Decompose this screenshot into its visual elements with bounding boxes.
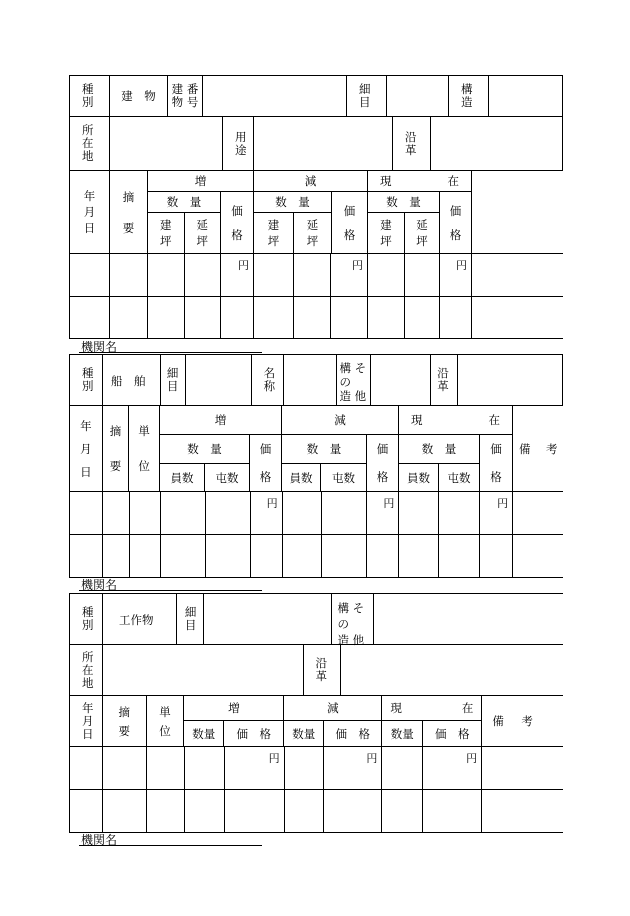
decrease-qty-cell[interactable] [285,790,325,832]
summary-cell[interactable] [103,535,130,577]
increase-total-floor-cell[interactable] [185,297,221,338]
kind-label: 種 別 [70,355,103,405]
current-price-label: 価 格 [490,442,502,484]
decrease-price-cell[interactable] [324,747,382,789]
current-qty-cell[interactable] [382,790,423,832]
structure-etc-field[interactable] [374,594,563,644]
table-row [70,492,563,535]
current-price-cell[interactable] [480,492,513,534]
decrease-total-floor-cell[interactable] [294,254,331,296]
increase-label: 増 [184,696,283,721]
current-label-right: 在 [447,174,459,188]
decrease-price-cell[interactable] [331,254,368,296]
building-number-label: 建 番 物 号 [168,76,203,116]
structure-etc-label: 構 そ の 造 他 [332,594,375,644]
yen-unit: 円 [497,497,509,510]
increase-tonnage-cell[interactable] [206,535,251,577]
current-tonnage-label: 屯数 [447,470,471,485]
decrease-price-label: 価 格 [343,203,356,242]
current-members-label: 員数 [399,464,439,491]
detail-label: 細 目 [161,355,186,405]
history-label: 沿 革 [393,117,431,170]
decrease-price-cell[interactable] [367,535,399,577]
date-cell[interactable] [70,492,103,534]
increase-qty-cell[interactable] [185,747,225,789]
date-label: 年 月 日 [70,696,103,746]
increase-members-cell[interactable] [161,492,206,534]
kind-label: 種 別 [70,76,110,116]
remarks-cell[interactable] [513,492,563,534]
decrease-total-floor-cell[interactable] [294,297,331,338]
kind-value: 建 物 [110,76,168,116]
increase-group [184,696,284,746]
detail-field[interactable] [387,76,449,116]
yen-unit: 円 [466,752,478,765]
increase-price-cell[interactable] [225,747,285,789]
agency-name-line[interactable] [79,352,262,353]
increase-price-label: 価 格 [236,726,271,741]
current-label-left: 現 [390,701,402,715]
location-field[interactable] [110,117,223,170]
summary-cell[interactable] [110,254,148,296]
current-total-floor-cell[interactable] [405,297,440,338]
remarks-label [513,406,563,491]
agency-name-line[interactable] [79,590,262,591]
current-floor-cell[interactable] [368,254,405,296]
detail-field[interactable] [204,594,332,644]
building-number-field[interactable] [203,76,347,116]
yen-unit: 円 [352,259,363,272]
current-price-cell[interactable] [480,535,513,577]
unit-label: 単 位 [129,406,160,491]
increase-floor-cell[interactable] [148,297,185,338]
structure-etc-label: 構 そ の 造 他 [337,355,371,405]
summary-cell[interactable] [103,492,130,534]
table-row [70,297,563,339]
history-label: 沿 革 [431,355,458,405]
increase-label: 増 [160,406,281,435]
increase-price-cell[interactable] [225,790,285,832]
kind-value: 工作物 [103,594,177,644]
current-members-cell[interactable] [399,492,439,534]
date-cell[interactable] [70,535,103,577]
decrease-floor-cell[interactable] [254,297,294,338]
agency-name-label: 機関名 [81,340,118,354]
name-field[interactable] [284,355,338,405]
increase-total-floor-cell[interactable] [185,254,221,296]
summary-label: 摘 要 [103,406,130,491]
date-label: 年 月 日 [70,406,103,491]
decrease-tonnage-cell[interactable] [322,492,368,534]
unit-cell[interactable] [147,790,185,832]
kind-value: 船 舶 [103,355,161,405]
structure-form [69,593,563,847]
decrease-members-label: 員数 [282,464,321,491]
current-label-left: 現 [411,413,423,427]
summary-cell[interactable] [103,790,147,832]
increase-tonnage-label: 屯数 [215,470,239,485]
decrease-price-label: 価 格 [335,726,370,741]
current-group [382,696,482,746]
decrease-price-cell[interactable] [367,492,399,534]
current-quantity-label: 数 量 [368,192,439,213]
remarks-cell[interactable] [482,790,563,832]
decrease-total-floor-label: 延 坪 [306,218,319,248]
current-label-left: 現 [380,174,392,188]
increase-price-cell[interactable] [251,535,283,577]
table-row [70,790,563,833]
summary-cell[interactable] [103,747,147,789]
summary-label: 摘 要 [103,696,147,746]
decrease-qty-label: 数量 [284,721,324,746]
current-group [368,171,472,253]
decrease-label: 減 [284,696,381,721]
remarks-text: 備 考 [519,441,560,456]
remarks-cell[interactable] [513,535,563,577]
current-qty-cell[interactable] [382,747,423,789]
yen-unit: 円 [266,497,278,510]
date-cell[interactable] [70,790,103,832]
remarks-cell[interactable] [482,747,563,789]
remarks-label [482,696,563,746]
blank-cell[interactable] [472,297,562,338]
decrease-price-cell[interactable] [331,297,368,338]
current-members-cell[interactable] [399,535,439,577]
increase-price-cell[interactable] [221,297,254,338]
current-label-right: 在 [488,413,500,427]
current-tonnage-cell[interactable] [439,492,480,534]
yen-unit: 円 [383,497,395,510]
increase-quantity-label: 数 量 [148,192,220,213]
unit-label: 単 位 [147,696,185,746]
increase-group [148,171,254,253]
detail-label: 細 目 [347,76,387,116]
table-row [70,254,563,297]
table-row [70,747,563,790]
decrease-price-label: 価 格 [376,442,389,484]
increase-floor-cell[interactable] [148,254,185,296]
increase-floor-label: 建 坪 [148,213,185,253]
remarks-text: 備 考 [492,714,536,728]
decrease-quantity-label: 数 量 [254,192,331,213]
ship-form [69,354,563,592]
increase-members-label: 員数 [160,464,205,491]
structure-field[interactable] [489,76,563,116]
decrease-group [282,406,399,491]
history-label: 沿 革 [304,645,342,695]
increase-total-floor-label: 延 坪 [196,218,208,248]
increase-members-cell[interactable] [161,535,206,577]
history-field[interactable] [458,355,563,405]
current-group [399,406,513,491]
decrease-members-cell[interactable] [283,535,322,577]
decrease-floor-label: 建 坪 [254,213,294,253]
unit-cell[interactable] [130,492,161,534]
decrease-group [284,696,382,746]
current-qty-label: 数量 [382,721,423,746]
unit-cell[interactable] [130,535,161,577]
kind-label: 種 別 [70,594,103,644]
usage-label: 用 途 [223,117,254,170]
decrease-tonnage-cell[interactable] [322,535,368,577]
decrease-price-cell[interactable] [324,790,382,832]
current-floor-cell[interactable] [368,297,405,338]
current-tonnage-cell[interactable] [439,535,480,577]
decrease-label: 減 [254,171,367,192]
detail-label: 細 目 [177,594,204,644]
yen-unit: 円 [456,259,467,272]
location-label: 所 在 地 [70,645,103,695]
date-cell[interactable] [70,254,110,296]
current-total-floor-label: 延 坪 [416,218,428,248]
building-table [69,75,563,339]
agency-name-label: 機関名 [81,833,118,847]
increase-price-cell[interactable] [221,254,254,296]
structure-label: 構 造 [449,76,489,116]
date-label: 年 月 日 [70,171,110,253]
detail-field[interactable] [186,355,252,405]
blank-column-header [472,171,562,253]
increase-group [160,406,282,491]
increase-price-label: 価 格 [231,203,243,242]
increase-qty-cell[interactable] [185,790,225,832]
building-form [69,75,563,354]
current-price-cell[interactable] [440,297,472,338]
structure-etc-field[interactable] [371,355,431,405]
summary-label: 摘 要 [110,171,148,253]
current-price-cell[interactable] [423,747,482,789]
current-price-label: 価 格 [449,203,462,242]
date-cell[interactable] [70,747,103,789]
current-floor-label: 建 坪 [368,213,405,253]
decrease-label: 減 [282,406,398,435]
name-label: 名 称 [252,355,284,405]
table-row [70,535,563,578]
current-quantity-label: 数 量 [399,435,479,464]
decrease-tonnage-label: 屯数 [332,470,355,485]
current-price-cell[interactable] [423,790,482,832]
yen-unit: 円 [268,752,280,765]
decrease-qty-cell[interactable] [285,747,325,789]
structure-table [69,593,563,833]
location-field[interactable] [103,645,304,695]
history-field[interactable] [341,645,563,695]
increase-tonnage-cell[interactable] [206,492,251,534]
current-price-label: 価 格 [434,726,470,741]
increase-price-cell[interactable] [251,492,283,534]
blank-cell[interactable] [472,254,562,296]
decrease-floor-cell[interactable] [254,254,294,296]
current-total-floor-cell[interactable] [405,254,440,296]
decrease-members-cell[interactable] [283,492,322,534]
current-label-right: 在 [461,701,474,715]
increase-qty-label: 数量 [184,721,224,746]
agency-name-line[interactable] [79,845,262,846]
increase-price-label: 価 格 [259,442,272,484]
summary-cell[interactable] [110,297,148,338]
decrease-group [254,171,368,253]
location-label: 所 在 地 [70,117,110,170]
date-cell[interactable] [70,297,110,338]
increase-label: 増 [148,171,253,192]
usage-field[interactable] [254,117,393,170]
yen-unit: 円 [238,259,249,272]
decrease-quantity-label: 数 量 [282,435,366,464]
yen-unit: 円 [366,752,378,765]
history-field[interactable] [431,117,563,170]
ship-table [69,354,563,578]
current-price-cell[interactable] [440,254,472,296]
agency-name-label: 機関名 [81,578,118,592]
unit-cell[interactable] [147,747,185,789]
increase-quantity-label: 数 量 [160,435,249,464]
